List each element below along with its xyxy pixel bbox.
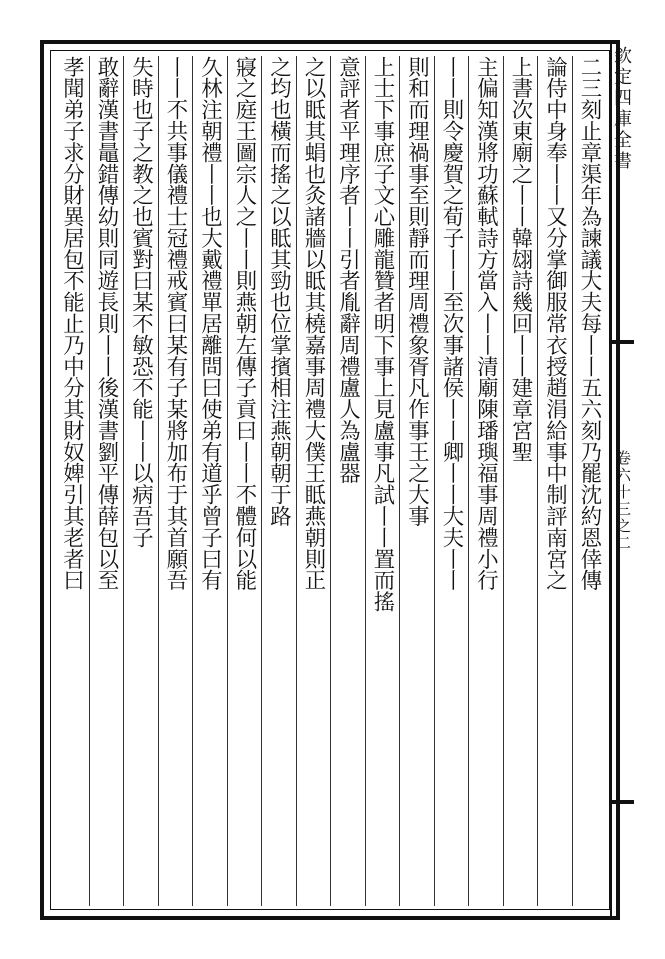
book-title: 欽定四庫全書 bbox=[611, 46, 632, 172]
text-column: 二三刻止章渠年為諫議大夫每丨丨五六刻乃罷沈約恩倖傳 bbox=[572, 56, 607, 906]
page-gutter bbox=[610, 40, 634, 920]
text-column: 上書次東廟之丨丨韓翃詩幾回丨丨建章宮聖 bbox=[503, 56, 538, 906]
text-columns bbox=[54, 56, 606, 906]
fish-tail-mark-top bbox=[610, 340, 634, 344]
text-column: 失時也子之教之也賓對曰某不敏恐不能丨丨以病吾子 bbox=[123, 56, 158, 906]
text-column: 丨丨則令慶賀之荀子丨丨至次事諸侯丨丨卿丨丨大夫丨丨 bbox=[434, 56, 469, 906]
text-column: 意評者平理序者丨丨引者胤辭周禮盧人為盧器 bbox=[330, 56, 365, 906]
text-column: 上士下事庶子文心雕龍贊者明下事上見盧事凡試丨丨置而搖 bbox=[365, 56, 400, 906]
fish-tail-mark-bottom bbox=[610, 800, 634, 804]
text-column: 久林注朝禮丨丨也大戴禮單居離問曰使弟有道乎曾子曰有 bbox=[192, 56, 227, 906]
chapter-label: 卷六十三之二 bbox=[614, 450, 632, 552]
text-column: 寢之庭王圖宗人之丨丨則燕朝左傳子貢曰丨丨不體何以能 bbox=[227, 56, 262, 906]
text-column: 丨丨不共事儀禮士冠禮戒賓曰某有子某將加布于其首願吾 bbox=[158, 56, 193, 906]
text-column: 論侍中身奉丨丨又分掌御服常衣授趙涓給事中制評南宮之 bbox=[537, 56, 572, 906]
text-column: 之均也橫而搖之以眡其勁也位掌擯相注燕朝朝于路 bbox=[261, 56, 296, 906]
text-column: 敢辭漢書鼂錯傳幼則同遊長則丨丨後漢書劉平傳薛包以至 bbox=[89, 56, 124, 906]
text-column: 孝聞弟子求分財異居包不能止乃中分其財奴婢引其老者曰 bbox=[59, 56, 85, 591]
text-column: 主偏知漢將功蘇軾詩方當入丨丨清廟陳璠璵福事周禮小行 bbox=[468, 56, 503, 906]
text-column: 之以眡其蜎也灸諸牆以眡其橈嘉事周禮大僕王眡燕朝則正 bbox=[296, 56, 331, 906]
text-column: 則和而理禍事至則靜而理周禮象胥凡作事王之大事 bbox=[399, 56, 434, 906]
